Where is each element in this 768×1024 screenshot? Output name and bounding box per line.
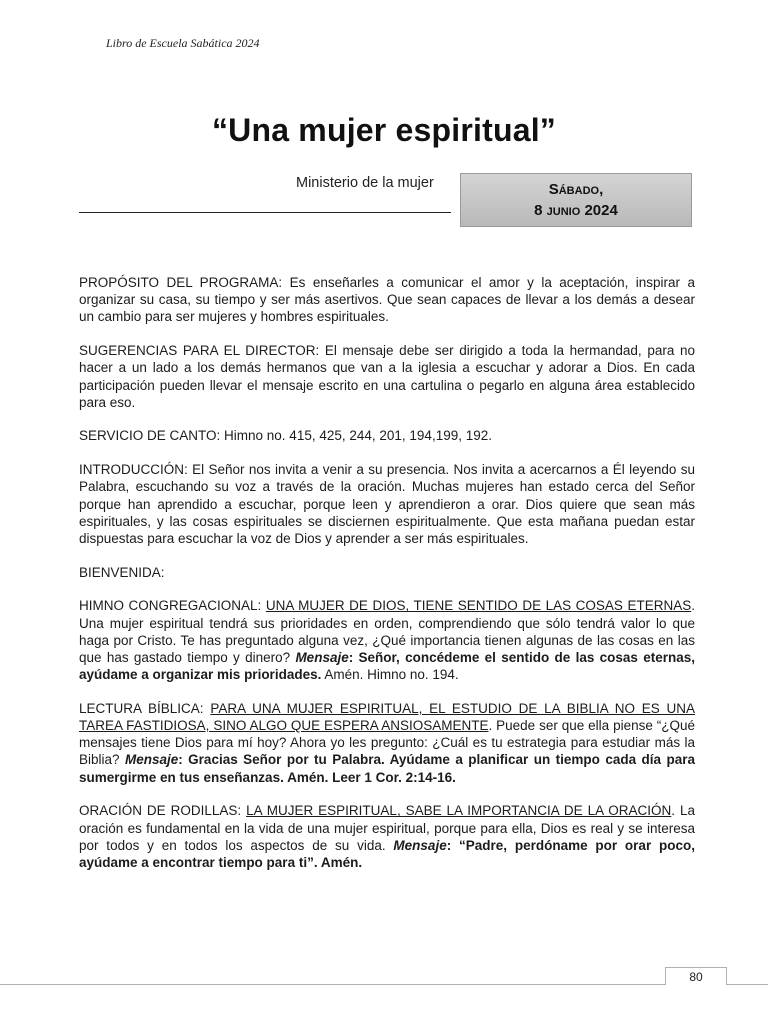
page-title: “Una mujer espiritual” bbox=[211, 112, 557, 148]
ministry-label: Ministerio de la mujer bbox=[296, 175, 434, 191]
oracion-heading: LA MUJER ESPIRITUAL, SABE LA IMPORTANCIA DE LA ORACIÓN bbox=[246, 803, 672, 819]
himno-heading: UNA MUJER DE DIOS, TIENE SENTIDO DE LAS COSAS ETERNAS bbox=[265, 598, 692, 614]
footer-divider bbox=[0, 984, 768, 985]
mensaje-label: Mensaje bbox=[393, 837, 447, 853]
date-label: 8 junio 2024 bbox=[534, 202, 618, 219]
lectura-heading: PARA UNA MUJER ESPIRITUAL, EL ESTUDIO DE LA BIBLIA NO ES UNA TAREA FASTIDIOSA, SINO ALGO QUE ESPERA ANSIOSAMENTE bbox=[79, 700, 695, 734]
mensaje-label: Mensaje bbox=[124, 752, 179, 768]
proposito-paragraph: PROPÓSITO DEL PROGRAMA: Es enseñarles a comunicar el amor y la aceptación, inspirar a organizar su casa, su tiempo y ser más asertivos. Que sean capaces de llevar a los demás a desear un cambio para ser mujeres y hombres espirituales. bbox=[79, 275, 695, 325]
mensaje-label: Mensaje bbox=[295, 649, 349, 665]
date-box bbox=[460, 173, 692, 227]
mensaje-text: : Gracias Señor por tu Palabra. Ayúdame a planificar un tiempo cada día para sumergirme en tus enseñanzas. Amén. Leer 1 Cor. 2:14-16. bbox=[79, 752, 695, 785]
day-label: Sábado, bbox=[548, 181, 604, 198]
page-number: 80 bbox=[665, 967, 727, 985]
introduccion-paragraph: INTRODUCCIÓN: El Señor nos invita a venir a su presencia. Nos invita a acercarnos a Él leyendo su Palabra, escuchando su voz a través de la oración. Muchas mujeres han estado cerca del Señor porque han aprendido a escuchar, porque leen y aprendieron a orar. Dios quiere que sean más espirituales, y las cosas espirituales se disciernen espiritualmente. Que esta mañana puedan estar dispuestas para escuchar la voz de Dios y aprender a ser más espirituales. bbox=[79, 462, 695, 546]
servicio-paragraph: SERVICIO DE CANTO: Himno no. 415, 425, 244, 201, 194,199, 192. bbox=[79, 428, 492, 444]
himno-paragraph: HIMNO CONGREGACIONAL: UNA MUJER DE DIOS, TIENE SENTIDO DE LAS COSAS ETERNAS. Una mujer espiritual tendrá sus prioridades en orden, comprendiendo que sólo tendrá valor lo que haga por Cristo. Te has preguntado alguna vez, ¿Qué importancia tienen algunas de las cosas en las que has gastado tiempo y dinero? Mensaje: Señor, concédeme el sentido de las cosas eternas, ayúdame a organizar mis prioridades. Amén. Himno no. 194. bbox=[79, 598, 695, 683]
program-content bbox=[79, 274, 695, 888]
bienvenida-paragraph: BIENVENIDA: bbox=[79, 564, 165, 580]
mensaje-text: : Señor, concédeme el sentido de las cosas eternas, ayúdame a organizar mis prioridades. bbox=[79, 649, 695, 683]
sugerencias-paragraph: SUGERENCIAS PARA EL DIRECTOR: El mensaje debe ser dirigido a toda la hermandad, para no hacer a un lado a los demás hermanos que van a la iglesia a escuchar y adorar a Dios. En cada participación pueden llevar el mensaje escrito en una cartulina o pegarlo en alguna área establecido para eso. bbox=[79, 343, 695, 410]
book-title-header: Libro de Escuela Sabática 2024 bbox=[106, 36, 260, 50]
title-divider bbox=[79, 212, 451, 213]
oracion-paragraph: ORACIÓN DE RODILLAS: LA MUJER ESPIRITUAL, SABE LA IMPORTANCIA DE LA ORACIÓN. La oración es fundamental en la vida de una mujer espiritual, porque para ella, Dios es real y se interesa por todos y en todos los aspectos de su vida. Mensaje: “Padre, perdóname por orar poco, ayúdame a encontrar tiempo para ti”. Amén. bbox=[79, 803, 695, 870]
lectura-paragraph: LECTURA BÍBLICA: PARA UNA MUJER ESPIRITUAL, EL ESTUDIO DE LA BIBLIA NO ES UNA TAREA FASTIDIOSA, SINO ALGO QUE ESPERA ANSIOSAMENTE. Puede ser que ella piense “¿Qué mensajes tiene Dios para mí hoy? Ahora yo les pregunto: ¿Cuál es tu estrategia para estudiar más la Biblia? Mensaje: Gracias Señor por tu Palabra. Ayúdame a planificar un tiempo cada día para sumergirme en tus enseñanzas. Amén. Leer 1 Cor. 2:14-16. bbox=[79, 700, 695, 785]
mensaje-text: : “Padre, perdóname por orar poco, ayúdame a encontrar tiempo para ti”. Amén. bbox=[79, 837, 695, 870]
